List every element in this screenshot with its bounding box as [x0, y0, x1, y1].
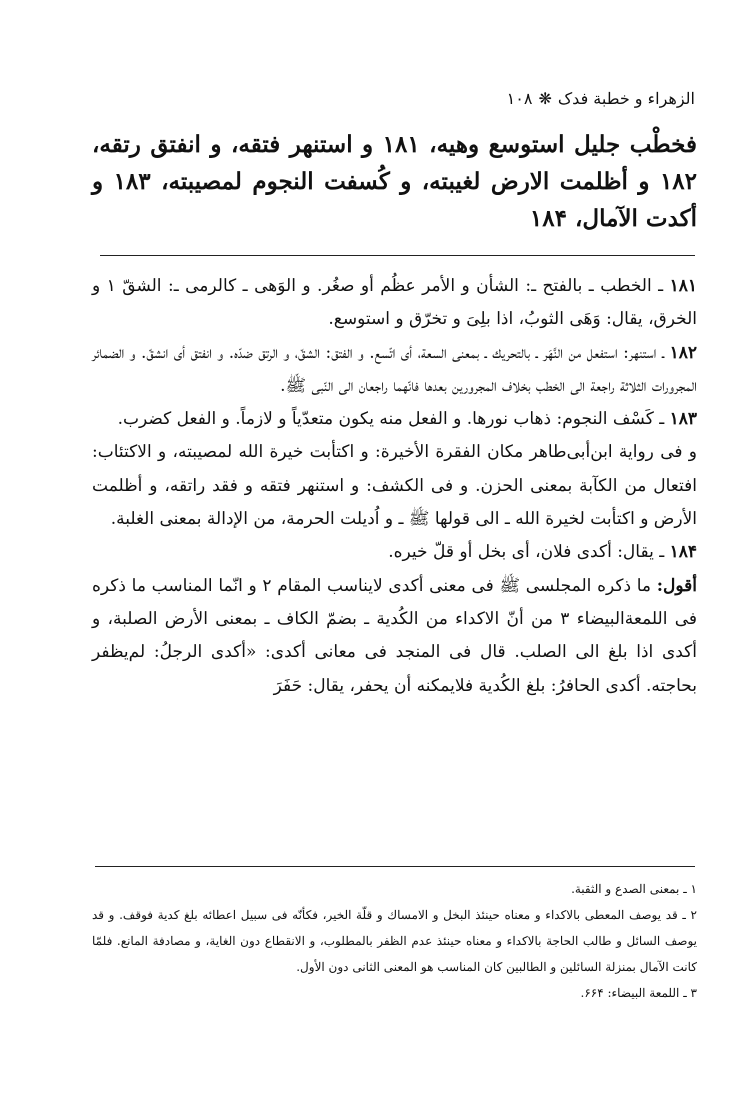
note-number: ۱۸۲ [669, 342, 697, 363]
note-text: ـ يقال: أكدی فلان، أی بخل أو قلّ خيره. [388, 542, 665, 563]
note-text: و فی رواية ابن‌أبی‌طاهر مكان الفقرة الأخيرة: و اكتأبت خيرة الله لمصيبته، و الاكتئاب: افتعال من الكآبة بمعنی الحزن. و فی الكشف: و استنهر فتقه و فقد راتقه، و أظلمت الأرض و اكتأبت لخيرة الله ـ الی قولها ﷺ ـ و اُديلت الحرمة، من الإدالة بمعنی الغلبة. [92, 442, 697, 530]
note-text: ـ الخطب ـ بالفتح ـ: الشأن و الأمر عظُم أو صغُر. و الوَهی ـ كالرمی ـ: الشقّ ۱ و الخرق، يقال: وَهَی الثوبُ، اذا بلِیَ و تخرّق و استوسع. [92, 276, 697, 330]
note-text: ما ذكره المجلسی ﷺ فی معنی أكدی لايناسب المقام ۲ و انّما المناسب ما ذكره فی اللمعةالبيضاء ۳ من أنّ الاكداء من الكُدية ـ بضمّ الكاف ـ بمعنی الأرض الصلبة، و أكدی اذا بلغ الی الصلب. قال فی المنجد فی معانی أكدی: «أكدی الرجلُ: لم‌يظفر بحاجته. أكدی الحافرُ: بلغ الكُدية فلايمكنه أن يحفر، يقال: حَفَرَ [92, 575, 698, 696]
top-divider [100, 255, 695, 256]
header-title: الزهراء و خطبة فدک [557, 89, 695, 108]
page-number: ۱۰۸ [506, 89, 533, 108]
author-remark-label: أقول: [656, 575, 698, 596]
footnotes-section [92, 876, 697, 1006]
note-number: ۱۸۳ [669, 409, 697, 430]
footnote: ۲ ـ قد يوصف المعطی بالاكداء و معناه حينئذ البخل و الامساك و قلّة الخير، فكأنّه فی سبيل اعطائه بلغ كدية فوقف. و قد يوصف السائل و طالب الحاجة بالاكداء و معناه حينئذ عدم الظفر بالمطلوب، و الانقطاع دون الغاية، و مصادفة المانع. فلمّا كانت الآمال بمنزلة السائلين و الطالبين كان المناسب هو المعنی الثانی دون الأول. [92, 908, 697, 974]
footnote: ۳ ـ اللمعة البيضاء: ۶۶۴. [580, 986, 697, 1000]
note-number: ۱۸۴ [669, 542, 697, 563]
note-text: ـ كَسْف النجوم: ذهاب نورها. و الفعل منه يكون متعدّياً و لازماً. و الفعل كضرب. [117, 409, 665, 430]
sermon-text: فخطْب جليل استوسع وهيه، ۱۸۱ و استنهر فتقه، و انفتق رتقه، ۱۸۲ و أظلمت الارض لغيبته، و كُسفت النجوم لمصيبته، ۱۸۳ و أكدت الآمال، ۱۸۴ [92, 131, 697, 232]
commentary-paragraph [92, 337, 697, 404]
footnote-divider [95, 866, 695, 867]
header-separator: ❋ [538, 89, 552, 108]
commentary-paragraph [92, 436, 697, 536]
footnote: ۱ ـ بمعنی الصدع و الثقبة. [571, 882, 697, 896]
running-header [60, 88, 695, 110]
note-number: ۱۸۱ [669, 276, 697, 296]
commentary-paragraph [92, 570, 697, 703]
commentary-paragraph [92, 403, 697, 436]
commentary-paragraph [92, 270, 697, 337]
note-text: ـ استنهر: استفعل من النَّهَر ـ بالتحريك ـ بمعنی السعة، أی اتّسع. و الفتق: الشقّ، و الرتق ضدّه. و انفتق أی انشقّ. و الضمائر المجرورات الثلاثة راجعة الی الخطب بخلاف المجرورين بعدها فانّهما راجعان الی النّبی ﷺ. [92, 342, 697, 396]
commentary-section [92, 270, 697, 703]
commentary-paragraph [92, 536, 697, 569]
